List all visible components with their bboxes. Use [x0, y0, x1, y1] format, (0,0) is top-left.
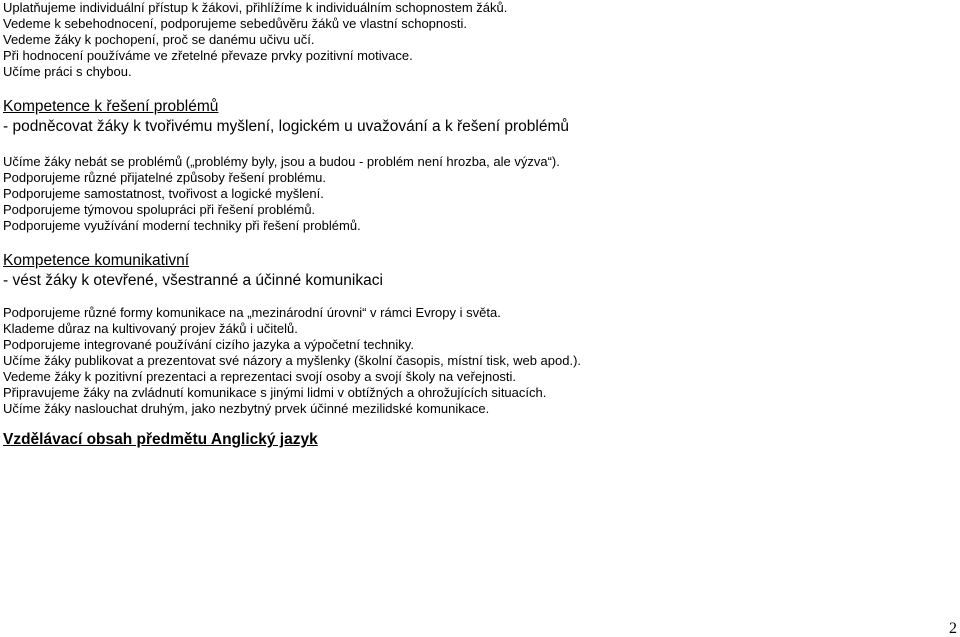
- problem-solving-line: Učíme žáky nebát se problémů („problémy byly, jsou a budou - problém není hrozba, ale výzva“).: [3, 154, 560, 169]
- problem-solving-line: Podporujeme samostatnost, tvořivost a logické myšlení.: [3, 186, 324, 201]
- communication-line: Vedeme žáky k pozitivní prezentaci a reprezentaci svojí osoby a svojí školy na veřejnosti.: [3, 369, 517, 384]
- subject-heading: Vzdělávací obsah předmětu Anglický jazyk: [3, 431, 318, 448]
- communication-line: Podporujeme integrované používání cizího jazyka a výpočetní techniky.: [3, 337, 414, 352]
- problem-solving-line: Podporujeme různé přijatelné způsoby řešení problému.: [3, 170, 327, 185]
- intro-line: Učíme práci s chybou.: [3, 64, 132, 79]
- communication-line: Klademe důraz na kultivovaný projev žáků i učitelů.: [3, 321, 298, 336]
- communication-line: Připravujeme žáky na zvládnutí komunikace s jinými lidmi v obtížných a ohrožujících situacích.: [3, 385, 547, 400]
- communication-line: Učíme žáky publikovat a prezentovat své názory a myšlenky (školní časopis, místní tisk, web apod.).: [3, 353, 582, 368]
- intro-line: Při hodnocení používáme ve zřetelné převaze prvky pozitivní motivace.: [3, 48, 413, 63]
- communication-line: Podporujeme různé formy komunikace na „mezinárodní úrovni“ v rámci Evropy i světa.: [3, 305, 501, 320]
- intro-line: Vedeme žáky k pochopení, proč se danému učivu učí.: [3, 32, 315, 47]
- intro-line: Uplatňujeme individuální přístup k žákovi, přihlížíme k individuálním schopnostem žáků.: [3, 0, 508, 15]
- intro-line: Vedeme k sebehodnocení, podporujeme sebedůvěru žáků ve vlastní schopnosti.: [3, 16, 467, 31]
- communication-goal: - vést žáky k otevřené, všestranné a účinné komunikaci: [3, 272, 383, 289]
- problem-solving-line: Podporujeme využívání moderní techniky při řešení problémů.: [3, 218, 361, 233]
- communication-heading: Kompetence komunikativní: [3, 252, 190, 269]
- problem-solving-line: Podporujeme týmovou spolupráci při řešení problémů.: [3, 202, 316, 217]
- problem-solving-heading: Kompetence k řešení problémů: [3, 98, 219, 115]
- problem-solving-goal: - podněcovat žáky k tvořivému myšlení, logickém u uvažování a k řešení problémů: [3, 118, 570, 135]
- communication-line: Učíme žáky naslouchat druhým, jako nezbytný prvek účinné mezilidské komunikace.: [3, 401, 490, 416]
- page-number: 2: [949, 620, 957, 637]
